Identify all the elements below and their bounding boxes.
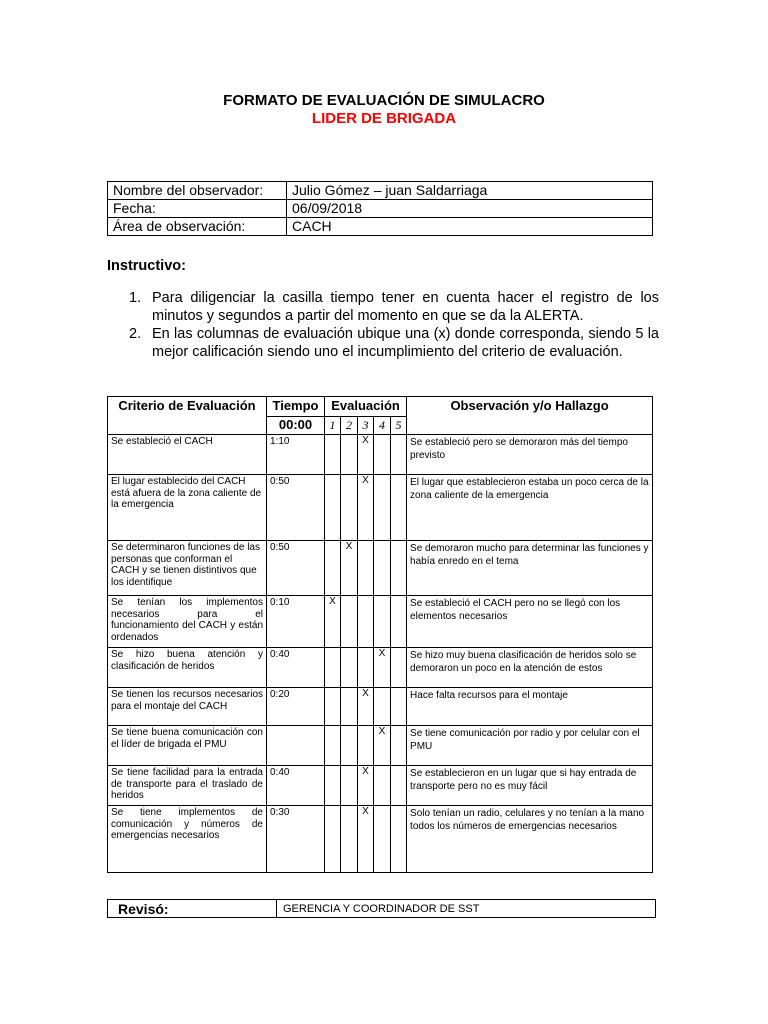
evaluation-row (108, 726, 653, 766)
observation-cell: Se establecieron en un lugar que si hay entrada de transporte pero no es muy fácil (407, 766, 653, 806)
score-cell-1 (325, 435, 341, 475)
time-cell: 0:50 (267, 475, 325, 541)
score-cell-4 (374, 541, 391, 596)
review-label: Revisó: (108, 900, 277, 918)
criterion-cell: Se tiene buena comunicación con el líder de brigada el PMU (108, 726, 267, 766)
observation-cell: Se hizo muy buena clasificación de heridos solo se demoraron un poco en la atención de estos (407, 648, 653, 688)
score-cell-3: X (358, 688, 374, 726)
form-subtitle: LIDER DE BRIGADA (311, 110, 457, 127)
score-cell-5 (391, 806, 407, 873)
evaluation-table (107, 396, 653, 873)
evaluation-row (108, 806, 653, 873)
score-cell-4 (374, 806, 391, 873)
info-row-area (108, 218, 653, 236)
instruction-text: En las columnas de evaluación ubique una (x) donde corresponda, siendo 5 la mejor calificación siendo uno el incumplimiento del criterio de evaluación. (152, 326, 659, 360)
evaluation-row (108, 648, 653, 688)
score-cell-4: X (374, 726, 391, 766)
score-cell-2 (341, 475, 358, 541)
area-value: CACH (287, 218, 653, 236)
score-cell-2 (341, 596, 358, 648)
evaluation-row (108, 688, 653, 726)
score-cell-5 (391, 435, 407, 475)
criterion-cell: Se hizo buena atención y clasificación de heridos (108, 648, 267, 688)
score-cell-3: X (358, 806, 374, 873)
score-cell-2 (341, 726, 358, 766)
review-value: GERENCIA Y COORDINADOR DE SST (277, 900, 656, 918)
criterion-cell: Se tiene implementos de comunicación y números de emergencias necesarios (108, 806, 267, 873)
criterion-cell: Se estableció el CACH (108, 435, 267, 475)
evaluation-row (108, 596, 653, 648)
evaluation-header: Evaluación (325, 397, 407, 417)
instruction-item (107, 325, 659, 361)
time-cell: 0:40 (267, 766, 325, 806)
score-cell-5 (391, 596, 407, 648)
observation-cell: Solo tenían un radio, celulares y no tenían a la mano todos los números de emergencias necesarios (407, 806, 653, 873)
score-cell-2 (341, 766, 358, 806)
time-format-header: 00:00 (267, 417, 325, 435)
form-title: FORMATO DE EVALUACIÓN DE SIMULACRO (223, 92, 545, 109)
time-header: Tiempo (267, 397, 325, 417)
observation-cell: Se estableció el CACH pero no se llegó con los elementos necesarios (407, 596, 653, 648)
score-cell-5 (391, 475, 407, 541)
score-cell-4 (374, 435, 391, 475)
observer-info-table (107, 181, 653, 236)
score-cell-3: X (358, 766, 374, 806)
score-cell-4 (374, 596, 391, 648)
score-cell-5 (391, 766, 407, 806)
time-cell (267, 726, 325, 766)
observation-cell: Se tiene comunicación por radio y por celular con el PMU (407, 726, 653, 766)
score-cell-2 (341, 435, 358, 475)
score-cell-3 (358, 541, 374, 596)
score-cell-3 (358, 726, 374, 766)
score-cell-1 (325, 688, 341, 726)
score-cell-2: X (341, 541, 358, 596)
review-table (107, 899, 656, 918)
score-cell-1: X (325, 596, 341, 648)
score-cell-2 (341, 648, 358, 688)
score-header-4: 4 (374, 417, 391, 435)
instruction-item (107, 289, 659, 325)
time-cell: 0:20 (267, 688, 325, 726)
score-header-3: 3 (358, 417, 374, 435)
score-cell-4: X (374, 648, 391, 688)
date-label: Fecha: (108, 200, 287, 218)
score-header-5: 5 (391, 417, 407, 435)
criterion-header: Criterio de Evaluación (108, 397, 267, 435)
instruction-number: 2. (129, 326, 142, 342)
score-cell-3 (358, 596, 374, 648)
score-cell-4 (374, 475, 391, 541)
evaluation-row (108, 475, 653, 541)
score-cell-5 (391, 648, 407, 688)
observer-label: Nombre del observador: (108, 182, 287, 200)
observer-value: Julio Gómez – juan Saldarriaga (287, 182, 653, 200)
criterion-cell: El lugar establecido del CACH está afuera de la zona caliente de la emergencia (108, 475, 267, 541)
instructions-title: Instructivo: (107, 258, 186, 274)
time-cell: 0:50 (267, 541, 325, 596)
score-cell-4 (374, 766, 391, 806)
observation-header: Observación y/o Hallazgo (407, 397, 653, 435)
time-cell: 1:10 (267, 435, 325, 475)
instruction-number: 1. (129, 290, 142, 306)
score-cell-5 (391, 726, 407, 766)
observation-cell: Se demoraron mucho para determinar las funciones y había enredo en el tema (407, 541, 653, 596)
score-cell-3 (358, 648, 374, 688)
score-cell-1 (325, 806, 341, 873)
evaluation-row (108, 435, 653, 475)
observation-cell: Se estableció pero se demoraron más del tiempo previsto (407, 435, 653, 475)
score-cell-3: X (358, 435, 374, 475)
info-row-observer (108, 182, 653, 200)
score-cell-2 (341, 688, 358, 726)
criterion-cell: Se tiene facilidad para la entrada de transporte para el traslado de heridos (108, 766, 267, 806)
score-cell-1 (325, 726, 341, 766)
score-cell-3: X (358, 475, 374, 541)
score-cell-1 (325, 766, 341, 806)
time-cell: 0:30 (267, 806, 325, 873)
evaluation-row (108, 766, 653, 806)
criterion-cell: Se tienen los recursos necesarios para el montaje del CACH (108, 688, 267, 726)
score-cell-5 (391, 688, 407, 726)
score-cell-2 (341, 806, 358, 873)
area-label: Área de observación: (108, 218, 287, 236)
score-cell-1 (325, 475, 341, 541)
instruction-text: Para diligenciar la casilla tiempo tener en cuenta hacer el registro de los minutos y segundos a partir del momento en que se da la ALERTA. (152, 290, 659, 324)
info-row-date (108, 200, 653, 218)
score-cell-4 (374, 688, 391, 726)
criterion-cell: Se determinaron funciones de las personas que conforman el CACH y se tienen distintivos que los identifique (108, 541, 267, 596)
time-cell: 0:40 (267, 648, 325, 688)
observation-cell: El lugar que establecieron estaba un poco cerca de la zona caliente de la emergencia (407, 475, 653, 541)
instructions-list (107, 289, 659, 361)
time-cell: 0:10 (267, 596, 325, 648)
score-cell-5 (391, 541, 407, 596)
observation-cell: Hace falta recursos para el montaje (407, 688, 653, 726)
evaluation-row (108, 541, 653, 596)
score-cell-1 (325, 541, 341, 596)
score-header-2: 2 (341, 417, 358, 435)
score-header-1: 1 (325, 417, 341, 435)
score-cell-1 (325, 648, 341, 688)
criterion-cell: Se tenían los implementos necesarios para el funcionamiento del CACH y están ordenados (108, 596, 267, 648)
date-value: 06/09/2018 (287, 200, 653, 218)
